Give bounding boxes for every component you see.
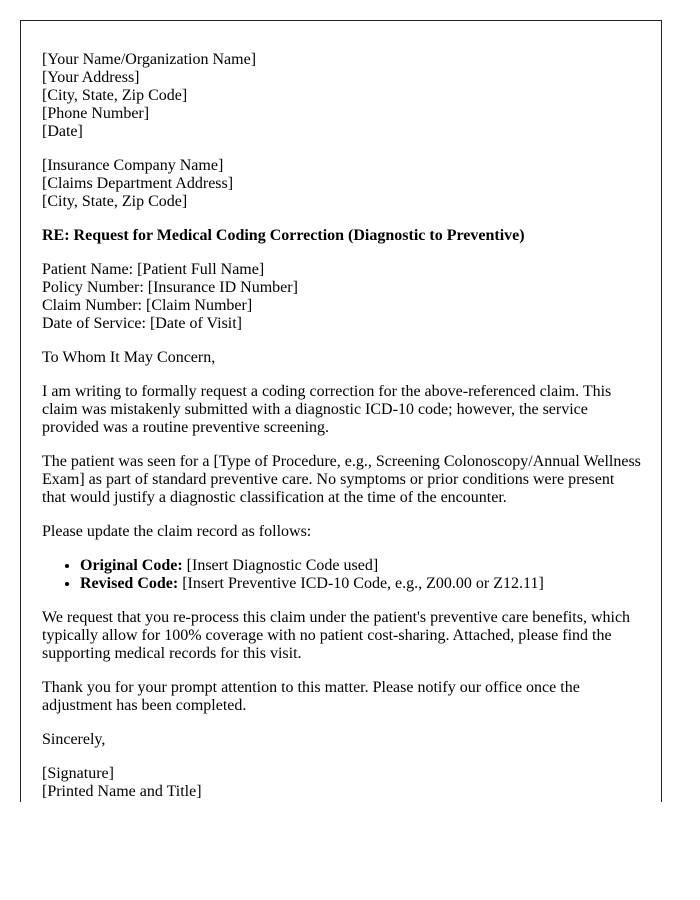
sender-city-state-zip: [City, State, Zip Code] (42, 87, 188, 104)
sender-phone: [Phone Number] (42, 105, 150, 122)
sender-address-block (42, 51, 641, 141)
claim-number-line: Claim Number: [Claim Number] (42, 297, 253, 314)
signature-placeholder: [Signature] (42, 765, 114, 782)
date-of-service-line: Date of Service: [Date of Visit] (42, 315, 243, 332)
recipient-city-state-zip: [City, State, Zip Code] (42, 193, 188, 210)
subject-line: RE: Request for Medical Coding Correction (Diagnostic to Preventive) (42, 227, 525, 244)
revised-code-label: Revised Code: (80, 575, 179, 592)
salutation: To Whom It May Concern, (42, 349, 216, 366)
recipient-company: [Insurance Company Name] (42, 157, 224, 174)
recipient-address-block (42, 157, 641, 211)
claim-details-block (42, 261, 641, 333)
original-code-label: Original Code: (80, 557, 183, 574)
policy-number-line: Policy Number: [Insurance ID Number] (42, 279, 298, 296)
recipient-department: [Claims Department Address] (42, 175, 234, 192)
paragraph-request: I am writing to formally request a coding correction for the above-referenced claim. This claim was mistakenly submitted with a diagnostic ICD-10 code; however, the service provided was a routine preventive screening. (42, 383, 612, 436)
original-code-item (80, 557, 641, 575)
signature-block (42, 765, 641, 801)
revised-code-item (80, 575, 641, 593)
original-code-value: [Insert Diagnostic Code used] (186, 557, 379, 574)
closing: Sincerely, (42, 731, 106, 748)
revised-code-value: [Insert Preventive ICD-10 Code, e.g., Z00.00 or Z12.11] (182, 575, 544, 592)
code-correction-list (42, 557, 641, 593)
list-intro: Please update the claim record as follows: (42, 523, 312, 540)
paragraph-procedure: The patient was seen for a [Type of Procedure, e.g., Screening Colonoscopy/Annual Wellness Exam] as part of standard preventive care. No symptoms or prior conditions were present that would justify a diagnostic classification at the time of the encounter. (42, 453, 641, 506)
paragraph-thanks: Thank you for your prompt attention to this matter. Please notify our office once the adjustment has been completed. (42, 679, 580, 714)
paragraph-reprocess: We request that you re-process this claim under the patient's preventive care benefits, which typically allow for 100% coverage with no patient cost-sharing. Attached, please find the supporting medical records for this visit. (42, 609, 631, 662)
letter-document (20, 20, 662, 802)
sender-name: [Your Name/Organization Name] (42, 51, 257, 68)
sender-address: [Your Address] (42, 69, 140, 86)
printed-name-placeholder: [Printed Name and Title] (42, 783, 202, 800)
patient-name-line: Patient Name: [Patient Full Name] (42, 261, 265, 278)
letter-date: [Date] (42, 123, 83, 140)
